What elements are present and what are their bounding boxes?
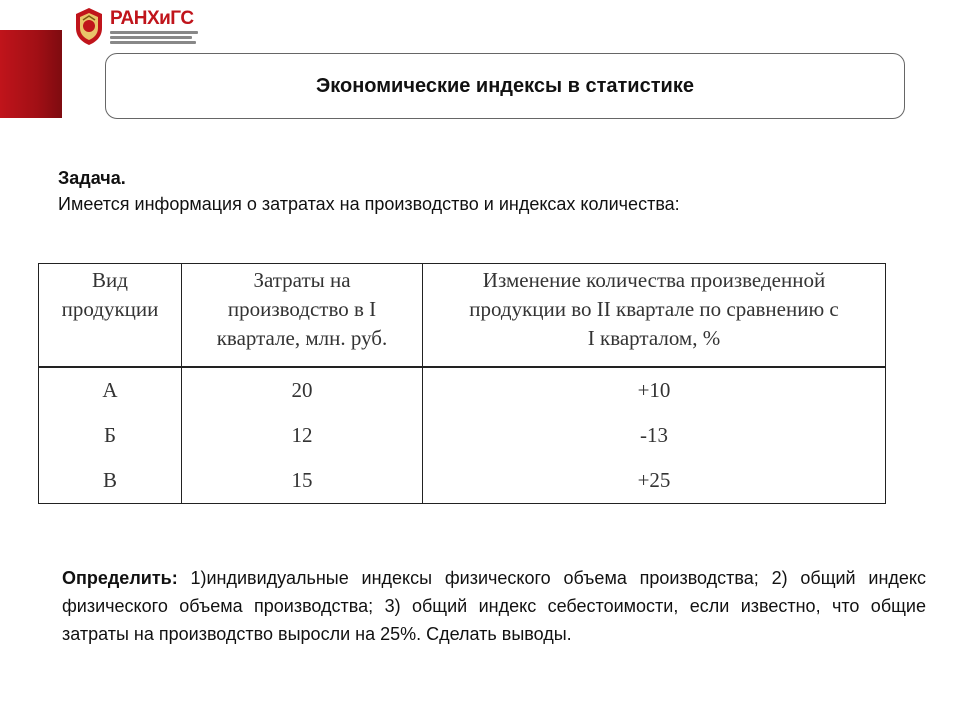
title-box: [105, 53, 905, 119]
header-costs: [182, 264, 423, 368]
cell-value: В: [102, 468, 117, 492]
cell-value: Б: [103, 423, 117, 447]
determine-paragraph: [62, 564, 926, 648]
header-line: квартале, млн. руб.: [216, 326, 388, 350]
task-label: Задача.: [58, 168, 126, 188]
header-line: Изменение количества произведенной: [482, 268, 826, 292]
header-product-type: [39, 264, 182, 368]
header-line: продукции: [61, 297, 159, 321]
determine-text: 1)индивидуальные индексы физического объема производства; 2) общий индекс физического объема производства; 3) общий индекс себестоимости, если известно, что общие затраты на производство выросли на 25%. Сделать выводы.: [62, 568, 926, 644]
determine-label: Определить:: [62, 568, 178, 588]
cell-value: 15: [291, 468, 313, 492]
logo: [72, 6, 202, 48]
cell-value: 12: [291, 423, 313, 447]
decor-red-band: [0, 30, 62, 118]
header-quantity-change: [423, 264, 886, 368]
table-header-row: [39, 264, 886, 368]
header-line: Затраты на: [253, 268, 351, 292]
table-body-row: [39, 367, 886, 504]
logo-text: РАНХиГС: [110, 8, 194, 29]
emblem-icon: [72, 6, 106, 46]
page-title: Экономические индексы в статистике: [316, 74, 694, 97]
cell-value: +10: [637, 378, 671, 402]
cell-value: -13: [640, 423, 668, 447]
product-type-cell: [39, 367, 182, 504]
quantity-change-cell: [423, 367, 886, 504]
cell-value: 20: [291, 378, 313, 402]
task-text: Имеется информация о затратах на производство и индексах количества:: [58, 194, 680, 214]
cell-value: +25: [637, 468, 671, 492]
header-line: I кварталом, %: [587, 326, 721, 350]
logo-tagline-lines: [110, 31, 198, 46]
header-line: Вид: [92, 268, 128, 292]
header-line: продукции во II квартале по сравнению с: [469, 297, 839, 321]
data-table: [38, 263, 886, 504]
costs-cell: [182, 367, 423, 504]
cell-value: А: [102, 378, 118, 402]
header-line: производство в I: [227, 297, 377, 321]
